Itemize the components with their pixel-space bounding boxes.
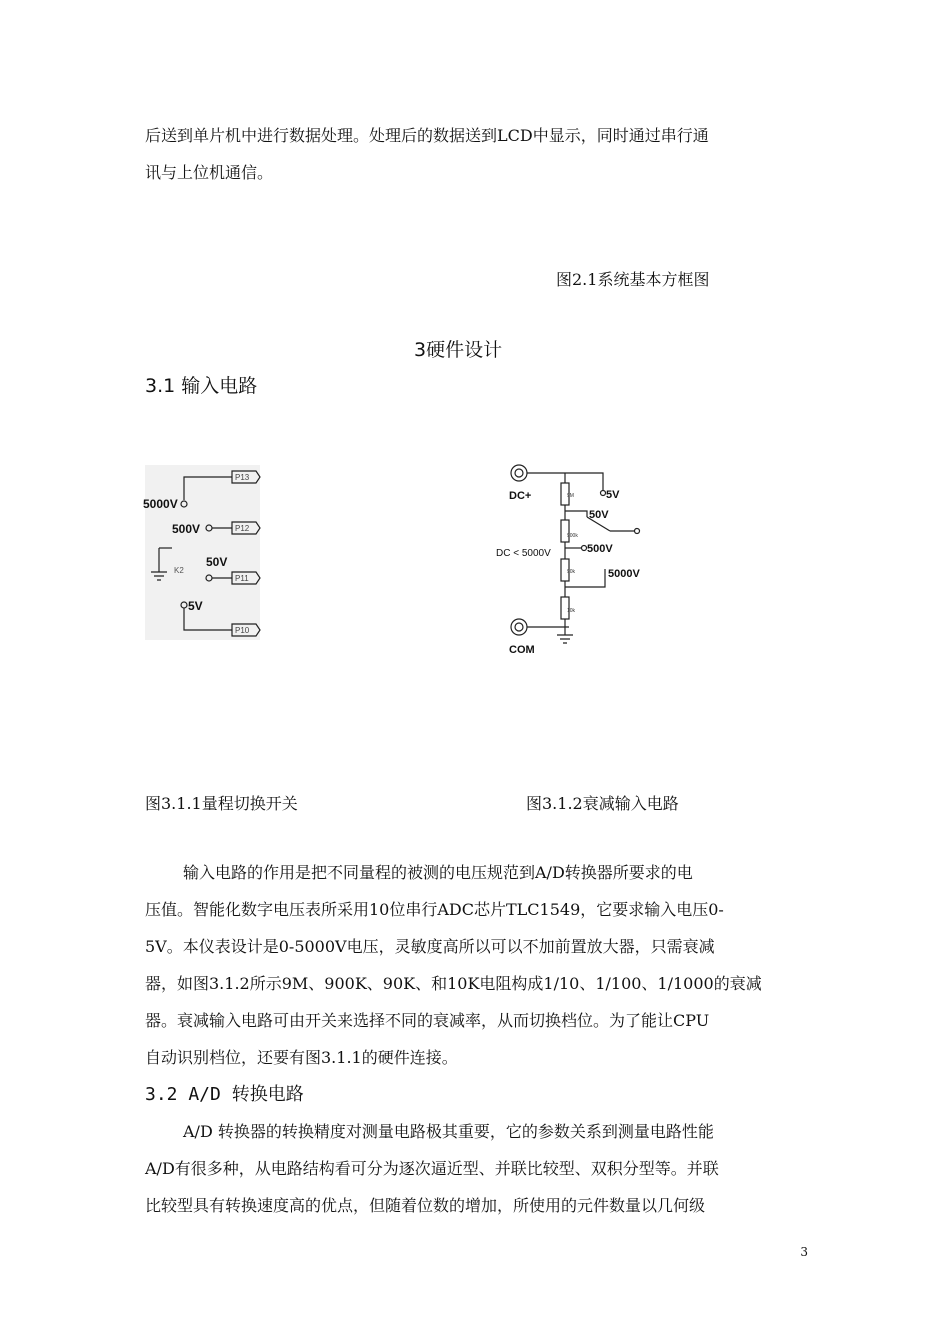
label-50v: 50V: [206, 555, 228, 569]
label-5v: 5V: [188, 599, 203, 613]
label-5000v: 5000V: [608, 568, 640, 580]
port-p10-label: P10: [235, 626, 250, 635]
ground-icon: [557, 629, 573, 643]
intro-line-1: 后送到单片机中进行数据处理。处理后的数据送到LCD中显示，同时通过串行通: [145, 126, 709, 145]
tap-50v-wire: [565, 511, 587, 517]
dc-plus-terminal-inner: [515, 469, 523, 477]
switch-out-terminal: [635, 529, 640, 534]
resistor-9m-label: 9M: [567, 493, 574, 499]
dc-plus-label: DC+: [509, 490, 532, 502]
section-3-2-title: 3.2 A/D 转换电路: [145, 1084, 304, 1105]
dc-plus-terminal-icon: [511, 465, 527, 481]
com-terminal-inner: [515, 623, 523, 631]
para-3-2-line-1: A/D 转换器的转换精度对测量电路极其重要，它的参数关系到测量电路性能: [183, 1122, 714, 1141]
figure-3-1-2-caption: 图3.1.2衰减输入电路: [526, 794, 679, 813]
port-p11-label: P11: [235, 574, 249, 583]
figure-background: [145, 465, 260, 640]
section-3-1-title: 3.1 输入电路: [145, 375, 258, 397]
terminal-500v: [582, 546, 587, 551]
resistor-10k-label: 10k: [567, 608, 576, 614]
range-switch-figure: [140, 460, 265, 649]
intro-line-2: 讯与上位机通信。: [145, 163, 274, 182]
label-5000v: 5000V: [143, 497, 178, 511]
port-p12-label: P12: [235, 524, 250, 533]
terminal-5v: [601, 491, 606, 496]
resistor-900k-label: 900k: [567, 533, 578, 539]
attenuation-circuit-figure: [495, 455, 665, 669]
range-switch-diagram: [140, 460, 265, 645]
resistor-90k-label: 90k: [567, 569, 576, 575]
port-p13-label: P13: [235, 473, 250, 482]
para-3-1-line-1: 输入电路的作用是把不同量程的被测的电压规范到A/D转换器所要求的电: [183, 863, 693, 882]
para-3-1-line-3: 5V。本仪表设计是0-5000V电压，灵敏度高所以可以不加前置放大器，只需衰减: [145, 937, 715, 956]
figure-3-1-1-caption: 图3.1.1量程切换开关: [145, 794, 298, 813]
label-500v: 500V: [172, 522, 201, 536]
attenuation-circuit-diagram: [495, 455, 665, 665]
label-50v: 50V: [589, 509, 609, 521]
chapter-title: 3硬件设计: [414, 339, 503, 361]
para-3-1-line-4: 器，如图3.1.2所示9M、900K、90K、和10K电阻构成1/10、1/100、1/1000的衰减: [145, 974, 762, 993]
para-3-1-line-6: 自动识别档位，还要有图3.1.1的硬件连接。: [145, 1048, 458, 1067]
com-label: COM: [509, 644, 535, 656]
para-3-2-line-2: A/D有很多种，从电路结构看可分为逐次逼近型、并联比较型、双积分型等。并联: [145, 1159, 719, 1178]
dc-range-label: DC < 5000V: [496, 548, 551, 559]
para-3-2-line-3: 比较型具有转换速度高的优点，但随着位数的增加，所使用的元件数量以几何级: [145, 1196, 706, 1215]
para-3-1-line-5: 器。衰减输入电路可由开关来选择不同的衰减率，从而切换档位。为了能让CPU: [145, 1011, 710, 1030]
com-terminal-icon: [511, 619, 527, 635]
figure-2-1-caption: 图2.1系统基本方框图: [556, 270, 710, 289]
switch-k2-label: K2: [174, 566, 184, 575]
page-number: 3: [800, 1245, 808, 1259]
label-500v: 500V: [587, 543, 613, 555]
label-5v: 5V: [606, 489, 620, 501]
para-3-1-line-2: 压值。智能化数字电压表所采用10位串行ADC芯片TLC1549，它要求输入电压0-: [145, 900, 724, 919]
